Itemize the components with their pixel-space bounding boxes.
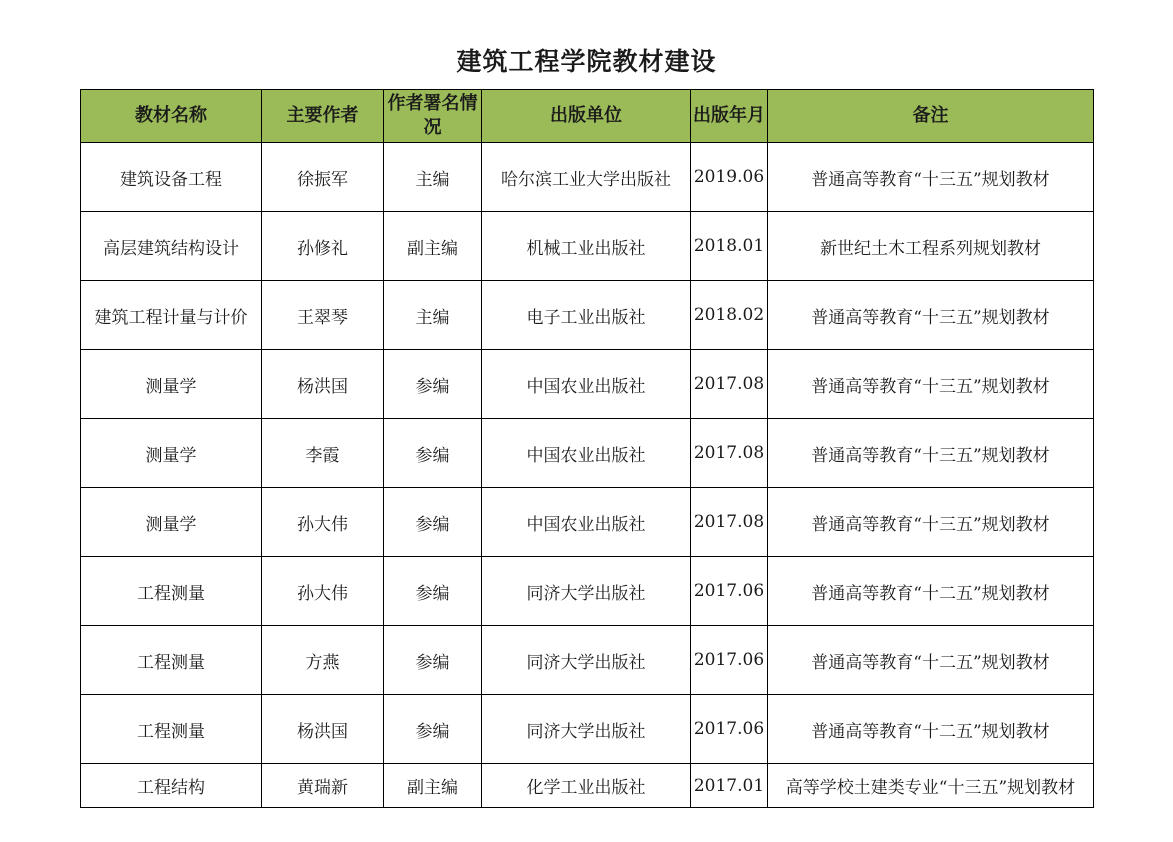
- cell-date: 2018.01: [691, 212, 768, 281]
- cell-publisher: 电子工业出版社: [482, 281, 691, 350]
- cell-date: 2019.06: [691, 143, 768, 212]
- cell-notes: 普通高等教育“十三五”规划教材: [768, 419, 1094, 488]
- cell-date: 2018.02: [691, 281, 768, 350]
- header-role: 作者署名情况: [384, 90, 482, 143]
- cell-name: 工程测量: [81, 626, 262, 695]
- cell-role: 副主编: [384, 212, 482, 281]
- cell-author: 杨洪国: [262, 350, 384, 419]
- cell-name: 建筑工程计量与计价: [81, 281, 262, 350]
- cell-role: 参编: [384, 350, 482, 419]
- table-row: [81, 626, 1094, 695]
- cell-notes: 新世纪土木工程系列规划教材: [768, 212, 1094, 281]
- cell-notes: 高等学校土建类专业“十三五”规划教材: [768, 764, 1094, 808]
- cell-notes: 普通高等教育“十二五”规划教材: [768, 695, 1094, 764]
- cell-name: 工程测量: [81, 557, 262, 626]
- cell-date: 2017.08: [691, 350, 768, 419]
- cell-name: 工程测量: [81, 695, 262, 764]
- cell-publisher: 中国农业出版社: [482, 488, 691, 557]
- cell-name: 测量学: [81, 488, 262, 557]
- cell-name: 测量学: [81, 350, 262, 419]
- cell-author: 徐振军: [262, 143, 384, 212]
- cell-role: 参编: [384, 419, 482, 488]
- cell-publisher: 中国农业出版社: [482, 419, 691, 488]
- cell-role: 参编: [384, 626, 482, 695]
- cell-notes: 普通高等教育“十三五”规划教材: [768, 488, 1094, 557]
- table-row: [81, 143, 1094, 212]
- cell-name: 建筑设备工程: [81, 143, 262, 212]
- cell-notes: 普通高等教育“十二五”规划教材: [768, 557, 1094, 626]
- cell-date: 2017.06: [691, 626, 768, 695]
- cell-author: 孙大伟: [262, 488, 384, 557]
- cell-author: 杨洪国: [262, 695, 384, 764]
- cell-date: 2017.08: [691, 419, 768, 488]
- cell-author: 孙大伟: [262, 557, 384, 626]
- cell-notes: 普通高等教育“十二五”规划教材: [768, 626, 1094, 695]
- cell-author: 黄瑞新: [262, 764, 384, 808]
- cell-role: 主编: [384, 143, 482, 212]
- cell-author: 李霞: [262, 419, 384, 488]
- cell-role: 主编: [384, 281, 482, 350]
- cell-author: 孙修礼: [262, 212, 384, 281]
- table-header-row: [81, 90, 1094, 143]
- table-row: [81, 488, 1094, 557]
- cell-notes: 普通高等教育“十三五”规划教材: [768, 350, 1094, 419]
- header-notes: 备注: [768, 90, 1094, 143]
- cell-name: 高层建筑结构设计: [81, 212, 262, 281]
- header-date: 出版年月: [691, 90, 768, 143]
- table-row: [81, 557, 1094, 626]
- cell-role: 参编: [384, 557, 482, 626]
- cell-date: 2017.06: [691, 695, 768, 764]
- header-author: 主要作者: [262, 90, 384, 143]
- cell-publisher: 同济大学出版社: [482, 695, 691, 764]
- cell-publisher: 化学工业出版社: [482, 764, 691, 808]
- document-title: 建筑工程学院教材建设: [456, 47, 717, 76]
- cell-publisher: 机械工业出版社: [482, 212, 691, 281]
- cell-date: 2017.01: [691, 764, 768, 808]
- cell-publisher: 同济大学出版社: [482, 626, 691, 695]
- textbook-table: [80, 89, 1094, 808]
- header-name: 教材名称: [81, 90, 262, 143]
- cell-name: 工程结构: [81, 764, 262, 808]
- table-row: [81, 419, 1094, 488]
- cell-role: 副主编: [384, 764, 482, 808]
- cell-publisher: 哈尔滨工业大学出版社: [482, 143, 691, 212]
- table-row: [81, 350, 1094, 419]
- cell-date: 2017.06: [691, 557, 768, 626]
- cell-notes: 普通高等教育“十三五”规划教材: [768, 143, 1094, 212]
- cell-publisher: 同济大学出版社: [482, 557, 691, 626]
- cell-publisher: 中国农业出版社: [482, 350, 691, 419]
- cell-name: 测量学: [81, 419, 262, 488]
- cell-role: 参编: [384, 488, 482, 557]
- cell-notes: 普通高等教育“十三五”规划教材: [768, 281, 1094, 350]
- header-publisher: 出版单位: [482, 90, 691, 143]
- table-row: [81, 281, 1094, 350]
- cell-author: 方燕: [262, 626, 384, 695]
- table-row: [81, 212, 1094, 281]
- cell-author: 王翠琴: [262, 281, 384, 350]
- table-row: [81, 764, 1094, 808]
- cell-role: 参编: [384, 695, 482, 764]
- cell-date: 2017.08: [691, 488, 768, 557]
- table-row: [81, 695, 1094, 764]
